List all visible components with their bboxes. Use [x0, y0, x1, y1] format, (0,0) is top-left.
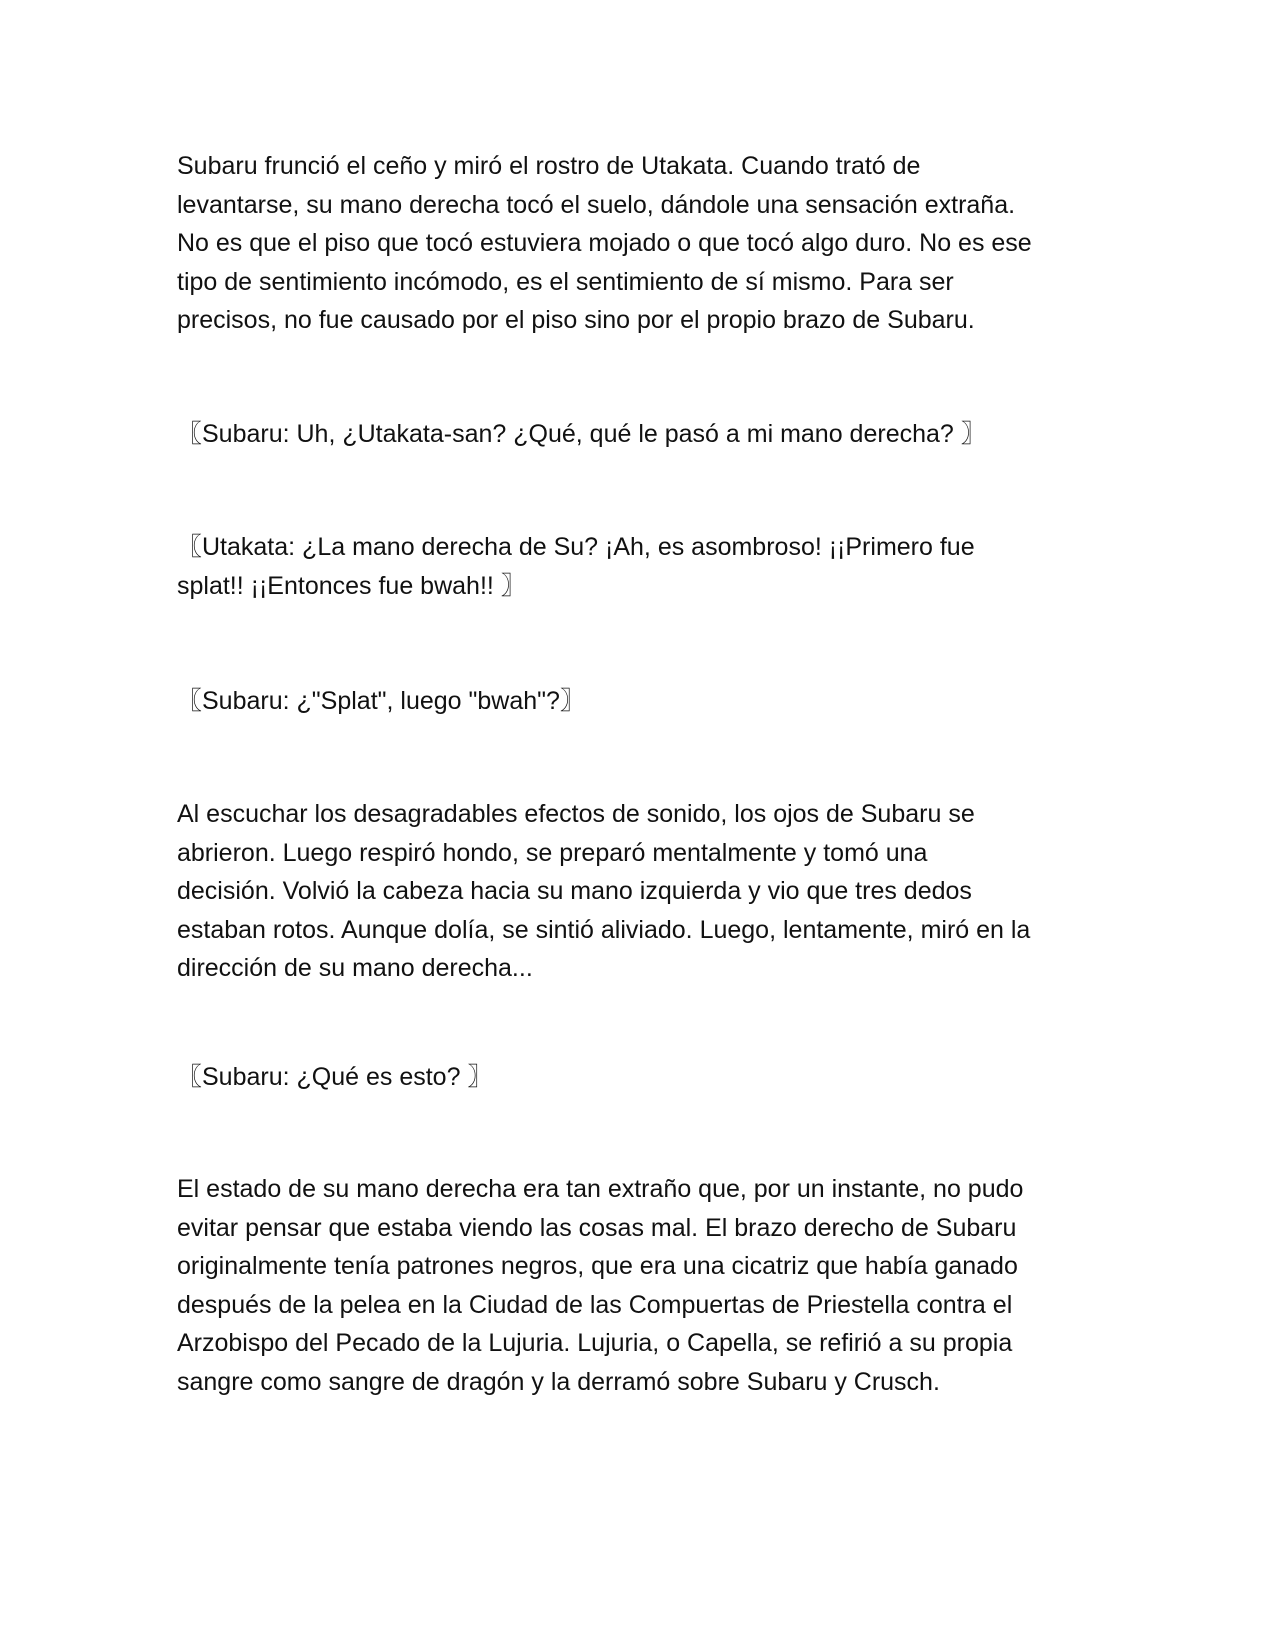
dialogue-line: 〖Subaru: ¿"Splat", luego "bwah"?〗 [177, 687, 585, 715]
dialogue-line: 〖Subaru: Uh, ¿Utakata-san? ¿Qué, qué le pasó a mi mano derecha? 〗 [177, 420, 986, 448]
dialogue-line: 〖Subaru: ¿Qué es esto? 〗 [177, 1063, 493, 1091]
dialogue-line: 〖Utakata: ¿La mano derecha de Su? ¡Ah, es asombroso! ¡¡Primero fue splat!! ¡¡Entonces fue bwah!! 〗 [177, 533, 975, 600]
narrative-paragraph: El estado de su mano derecha era tan extraño que, por un instante, no pudo evitar pensar que estaba viendo las cosas mal. El brazo derecho de Subaru originalmente tenía patrones negros, que era una cicatriz que había ganado después de la pelea en la Ciudad de las Compuertas de Priestella contra el Arzobispo del Pecado de la Lujuria. Lujuria, o Capella, se refirió a su propia sangre como sangre de dragón y la derramó sobre Subaru y Crusch. [177, 1175, 1024, 1396]
narrative-paragraph: Al escuchar los desagradables efectos de sonido, los ojos de Subaru se abrieron. Luego respiró hondo, se preparó mentalmente y tomó una decisión. Volvió la cabeza hacia su mano izquierda y vio que tres dedos estaban rotos. Aunque dolía, se sintió aliviado. Luego, lentamente, miró en la dirección de su mano derecha... [177, 800, 1031, 982]
narrative-paragraph: Subaru frunció el ceño y miró el rostro de Utakata. Cuando trató de levantarse, su mano derecha tocó el suelo, dándole una sensación extraña. No es que el piso que tocó estuviera mojado o que tocó algo duro. No es ese tipo de sentimiento incómodo, es el sentimiento de sí mismo. Para ser precisos, no fue causado por el piso sino por el propio brazo de Subaru. [177, 152, 1032, 334]
